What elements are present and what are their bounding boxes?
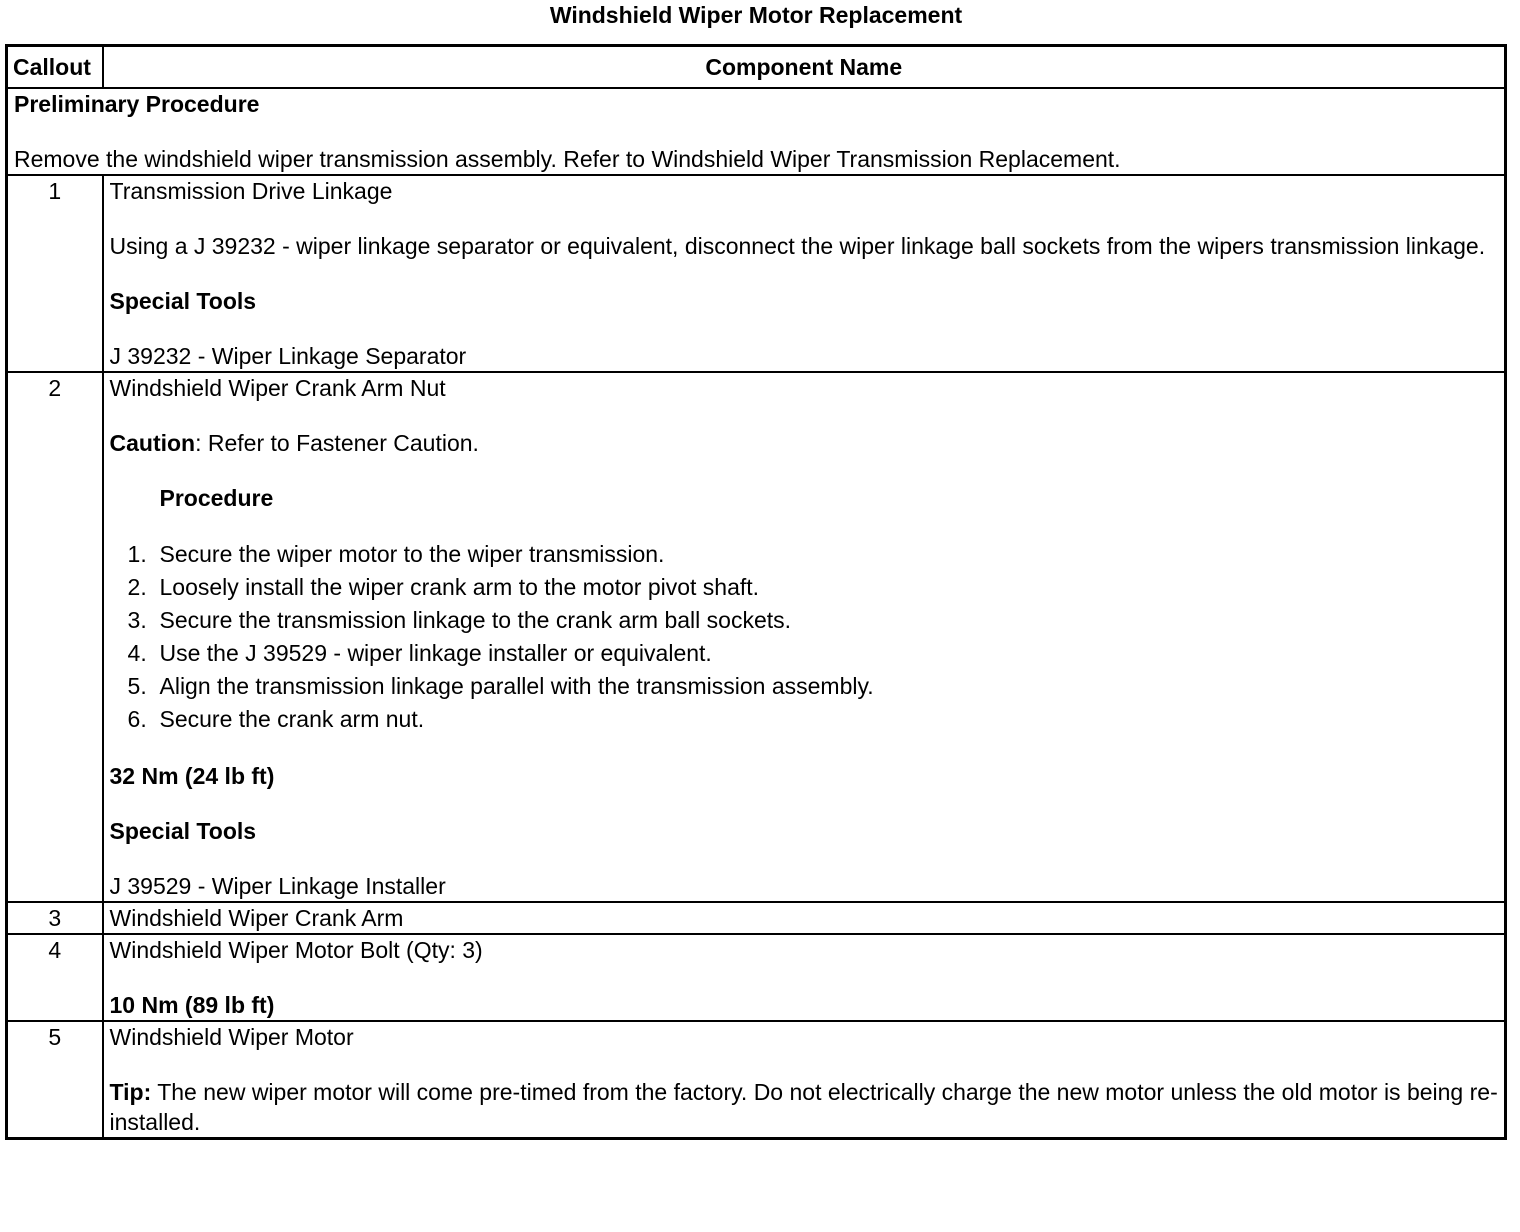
special-tools-label: Special Tools [109,818,257,844]
tip-note [110,1077,1499,1137]
component-column-header: Component Name [103,46,1506,89]
callout-number: 3 [7,902,103,934]
step-text: Secure the transmission linkage to the crank arm ball sockets. [159,607,792,633]
list-item [110,571,1499,604]
component-name: Windshield Wiper Motor Bolt (Qty: 3) [109,937,483,963]
table-header-row [7,46,1506,89]
table-row [7,934,1506,1021]
step-text: Loosely install the wiper crank arm to the motor pivot shaft. [159,574,760,600]
torque-spec: 10 Nm (89 lb ft) [109,992,275,1018]
step-number: 5 . [110,670,160,703]
preliminary-procedure-cell [7,88,1506,175]
page-title: Windshield Wiper Motor Replacement [549,2,963,28]
table-row [7,372,1506,902]
component-name: Windshield Wiper Crank Arm Nut [109,375,446,401]
list-item [110,637,1499,670]
caution-note [110,428,1499,458]
table-row [7,175,1506,372]
table-row [7,1021,1506,1139]
callout-number: 4 [7,934,103,1021]
procedure-steps [110,538,1499,736]
list-item [110,538,1499,571]
callout-number: 1 [7,175,103,372]
procedure-heading: Procedure [159,485,274,511]
caution-label: Caution [109,430,196,456]
step-number: 3 . [110,604,160,637]
step-number: 4 . [110,637,160,670]
component-cell [103,1021,1506,1139]
step-text: Secure the crank arm nut. [159,706,425,732]
tip-label: Tip: [109,1079,152,1105]
caution-text: : Refer to Fastener Caution. [195,430,479,456]
tip-text: The new wiper motor will come pre-timed from the factory. Do not electrically charge the new motor unless the old motor is being re-installed. [109,1079,1498,1135]
callout-number: 2 [7,372,103,902]
component-cell [103,175,1506,372]
table-row [7,902,1506,934]
component-description: Using a J 39232 - wiper linkage separator or equivalent, disconnect the wiper linkage ball sockets from the wipers transmission linkage. [109,233,1486,259]
step-number: 2 . [110,571,160,604]
component-cell [103,372,1506,902]
step-text: Use the J 39529 - wiper linkage installer or equivalent. [159,640,712,666]
component-cell [103,902,1506,934]
preliminary-procedure-row [7,88,1506,175]
preliminary-text: Remove the windshield wiper transmission assembly. Refer to Windshield Wiper Transmission Replacement. [14,146,1121,172]
list-item [110,604,1499,637]
special-tool: J 39232 - Wiper Linkage Separator [109,343,467,369]
step-text: Align the transmission linkage parallel with the transmission assembly. [159,673,874,699]
preliminary-heading: Preliminary Procedure [14,91,260,117]
callout-column-header: Callout [7,46,103,89]
list-item [110,670,1499,703]
component-name: Transmission Drive Linkage [109,178,393,204]
list-item [110,703,1499,736]
step-text: Secure the wiper motor to the wiper transmission. [159,541,665,567]
special-tool: J 39529 - Wiper Linkage Installer [109,873,446,899]
special-tools-label: Special Tools [109,288,257,314]
component-name: Windshield Wiper Motor [109,1024,354,1050]
callout-number: 5 [7,1021,103,1139]
step-number: 1 . [110,538,160,571]
procedure-table [5,44,1507,1140]
step-number: 6 . [110,703,160,736]
component-name: Windshield Wiper Crank Arm [109,905,404,931]
component-cell [103,934,1506,1021]
torque-spec: 32 Nm (24 lb ft) [109,763,275,789]
